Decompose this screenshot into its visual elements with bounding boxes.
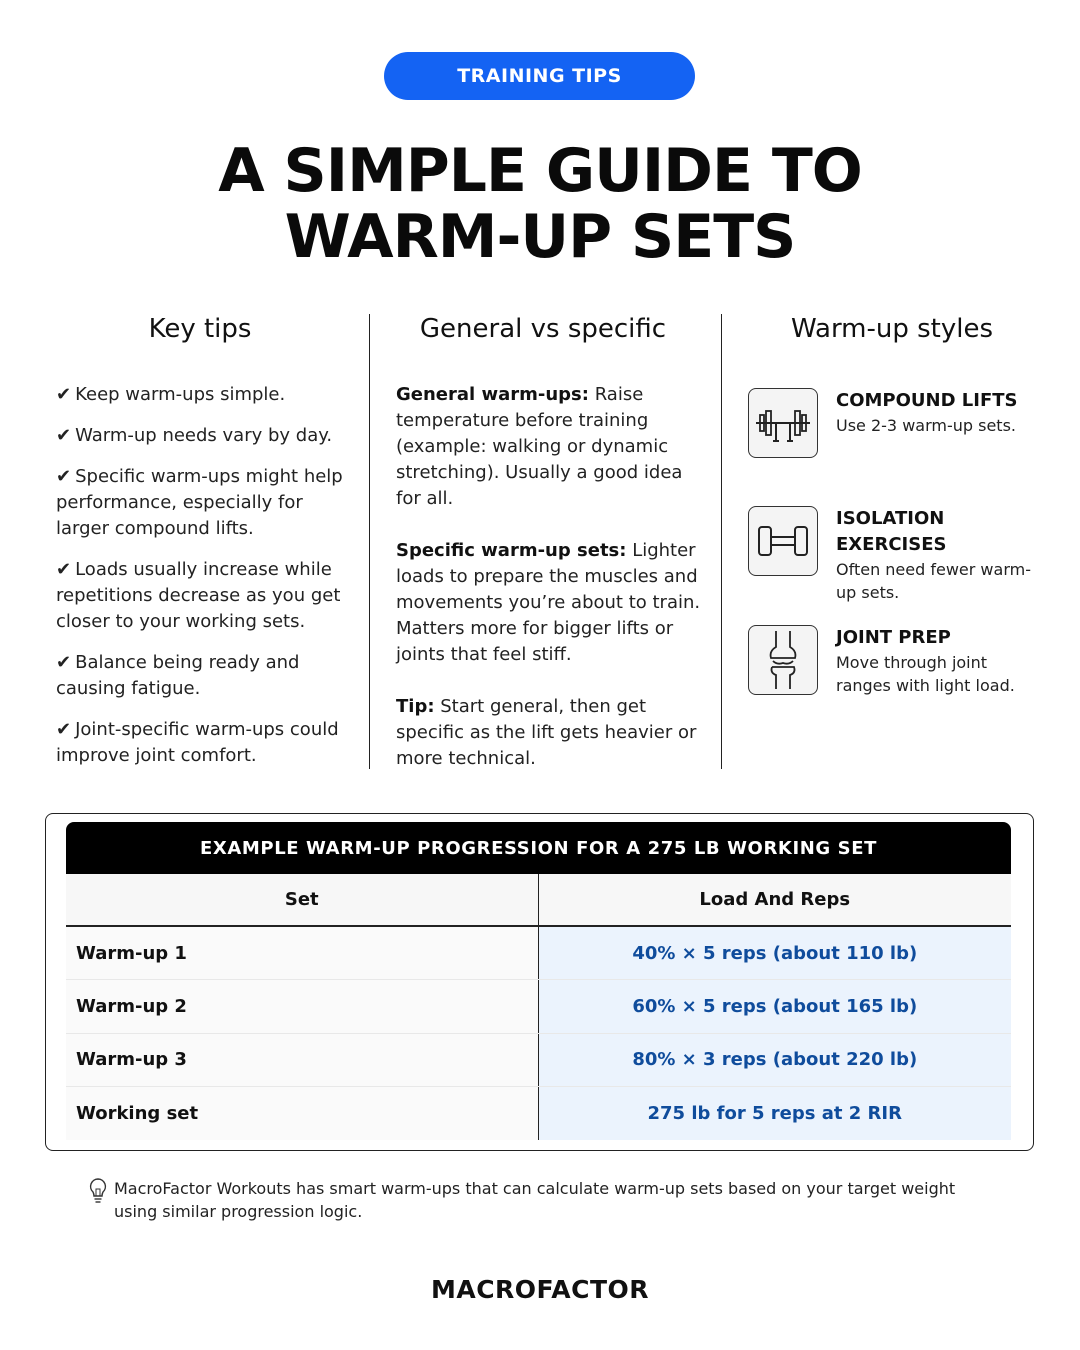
style-title: COMPOUND LIFTS bbox=[836, 390, 1018, 411]
knee-joint-icon bbox=[748, 625, 818, 695]
style-title: JOINT PREP bbox=[836, 627, 951, 648]
paragraph-text: Start general, then get specific as the lift gets heavier or more technical. bbox=[396, 696, 697, 769]
style-description: Often need fewer warm-up sets. bbox=[836, 560, 1031, 602]
brand-logo: MACROFACTOR bbox=[430, 1275, 650, 1304]
set-cell: Warm-up 1 bbox=[66, 926, 538, 980]
tip-text: Keep warm-ups simple. bbox=[75, 384, 286, 405]
warmup-styles-column bbox=[732, 312, 1052, 772]
barbell-icon bbox=[748, 388, 818, 458]
load-cell: 40% × 5 reps (about 110 lb) bbox=[538, 926, 1011, 980]
tip-text: Balance being ready and causing fatigue. bbox=[56, 652, 300, 699]
tip-item bbox=[56, 717, 360, 769]
tip-text: Warm-up needs vary by day. bbox=[75, 425, 333, 446]
tip-paragraph bbox=[396, 694, 708, 772]
checkmark-icon: ✔ bbox=[56, 652, 72, 673]
tip-item bbox=[56, 464, 360, 542]
load-cell: 80% × 3 reps (about 220 lb) bbox=[538, 1033, 1011, 1087]
table-row bbox=[66, 926, 1011, 980]
key-tips-column bbox=[40, 312, 360, 784]
load-cell: 60% × 5 reps (about 165 lb) bbox=[538, 980, 1011, 1034]
tip-item bbox=[56, 650, 360, 702]
table-row bbox=[66, 980, 1011, 1034]
app-note bbox=[88, 1177, 988, 1223]
tip-item bbox=[56, 557, 360, 635]
tip-text: Specific warm-ups might help performance, especially for larger compound lifts. bbox=[56, 466, 343, 539]
set-cell: Warm-up 3 bbox=[66, 1033, 538, 1087]
lightbulb-icon bbox=[88, 1177, 108, 1223]
column-divider bbox=[721, 314, 722, 769]
table-row bbox=[66, 1033, 1011, 1087]
tip-item bbox=[56, 382, 360, 408]
key-tips-heading: Key tips bbox=[148, 314, 252, 344]
warmup-progression-card bbox=[45, 813, 1034, 1151]
paragraph-label: Tip: bbox=[396, 696, 435, 717]
style-description: Use 2-3 warm-up sets. bbox=[836, 416, 1016, 435]
paragraph-text: Raise temperature before training (example: walking or dynamic stretching). Usually a good idea for all. bbox=[396, 384, 683, 509]
table-title: EXAMPLE WARM-UP PROGRESSION FOR A 275 LB WORKING SET bbox=[66, 822, 1011, 874]
set-cell: Working set bbox=[66, 1087, 538, 1141]
checkmark-icon: ✔ bbox=[56, 425, 72, 446]
style-compound-lifts bbox=[748, 388, 1018, 458]
dumbbell-icon bbox=[748, 506, 818, 576]
general-warmups-paragraph bbox=[396, 382, 708, 512]
title-line-1: A SIMPLE GUIDE TO bbox=[218, 136, 862, 206]
column-header-load-and-reps: Load And Reps bbox=[538, 874, 1011, 926]
load-cell: 275 lb for 5 reps at 2 RIR bbox=[538, 1087, 1011, 1141]
specific-warmups-paragraph bbox=[396, 538, 708, 668]
checkmark-icon: ✔ bbox=[56, 384, 72, 405]
column-divider bbox=[369, 314, 370, 769]
style-description: Move through joint ranges with light load. bbox=[836, 653, 1015, 695]
note-text: MacroFactor Workouts has smart warm-ups that can calculate warm-up sets based on your target weight using similar progression logic. bbox=[114, 1179, 956, 1221]
paragraph-label: General warm-ups: bbox=[396, 384, 589, 405]
warmup-styles-heading: Warm-up styles bbox=[790, 314, 994, 344]
paragraph-text: Lighter loads to prepare the muscles and movements you’re about to train. Matters more for bigger lifts or joints that feel stiff. bbox=[396, 540, 701, 665]
general-vs-specific-column bbox=[378, 312, 708, 798]
checkmark-icon: ✔ bbox=[56, 466, 72, 487]
style-title: ISOLATION EXERCISES bbox=[836, 508, 947, 555]
style-joint-prep bbox=[748, 625, 1046, 697]
warmup-progression-table bbox=[66, 874, 1011, 1140]
general-vs-specific-body bbox=[378, 382, 708, 772]
paragraph-label: Specific warm-up sets: bbox=[396, 540, 627, 561]
checkmark-icon: ✔ bbox=[56, 719, 72, 740]
training-tips-badge: TRAINING TIPS bbox=[384, 52, 695, 100]
checkmark-icon: ✔ bbox=[56, 559, 72, 580]
tip-text: Joint-specific warm-ups could improve joint comfort. bbox=[56, 719, 339, 766]
set-cell: Warm-up 2 bbox=[66, 980, 538, 1034]
general-vs-specific-heading: General vs specific bbox=[419, 314, 667, 344]
title-line-2: WARM-UP SETS bbox=[284, 202, 796, 272]
tip-text: Loads usually increase while repetitions decrease as you get closer to your working sets. bbox=[56, 559, 341, 632]
page-title bbox=[0, 138, 1080, 270]
column-header-set: Set bbox=[66, 874, 538, 926]
style-isolation-exercises bbox=[748, 506, 1036, 604]
tip-item bbox=[56, 423, 360, 449]
key-tips-list bbox=[40, 382, 360, 769]
table-row bbox=[66, 1087, 1011, 1141]
table-header-row bbox=[66, 874, 1011, 926]
